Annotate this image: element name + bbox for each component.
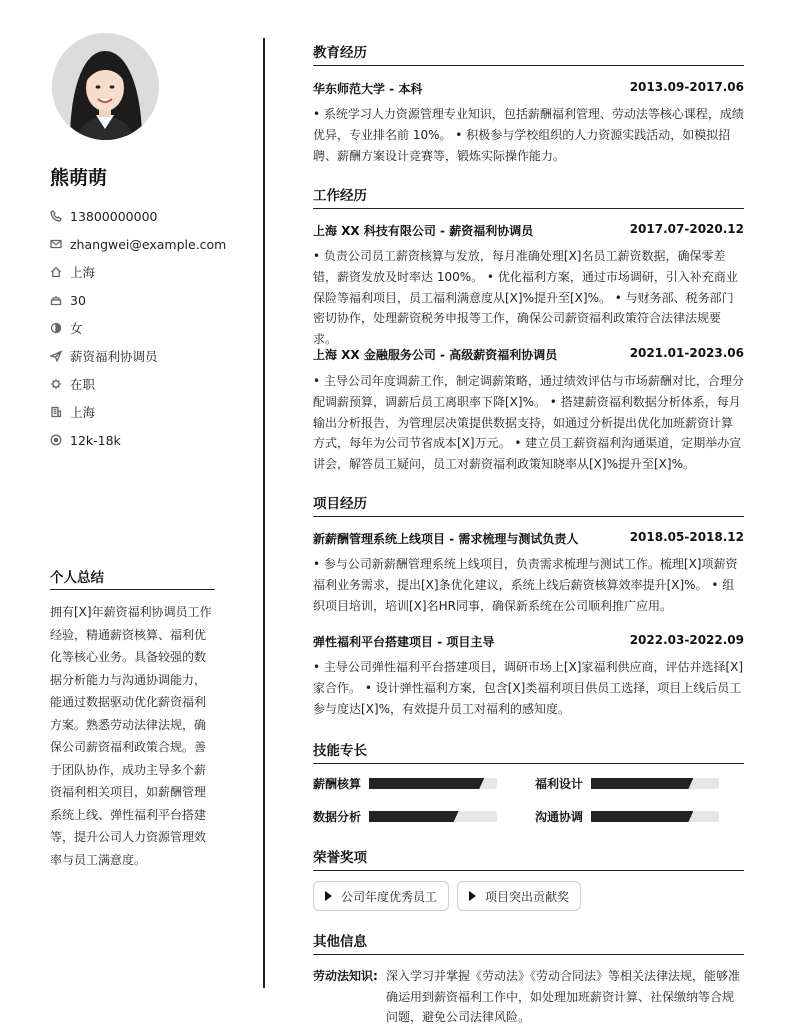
- education-entry-head: [313, 80, 744, 97]
- skill-label: 数据分析: [313, 810, 362, 824]
- mail-icon: [50, 238, 62, 250]
- skill-bar-fill: [591, 811, 693, 822]
- info-city-text: 上海: [70, 405, 96, 420]
- skill-bar: [591, 811, 719, 822]
- work-entry-head: [313, 346, 744, 363]
- skill-item: [535, 808, 719, 825]
- info-salary-text: 12k-18k: [70, 432, 121, 448]
- education-title: 教育经历: [313, 41, 744, 66]
- info-phone: [50, 202, 260, 230]
- building-icon: [50, 406, 62, 418]
- info-gender: [50, 314, 260, 342]
- info-age: [50, 286, 260, 314]
- summary-title: 个人总结: [50, 566, 215, 590]
- work-date: 2017.07-2020.12: [629, 222, 744, 236]
- award-label: 项目突出贡献奖: [485, 889, 570, 904]
- work-description: • 主导公司年度调薪工作，制定调薪策略，通过绩效评估与市场薪酬对比，合理分配调薪预算，调薪后员工离职率下降[X]%。 • 搭建薪资福利数据分析体系，每月输出分析报告，为管理层决策提供数据支持，如通过分析提出优化加班薪资计算方式，每年为公司节省成本[X]万元。 • 建立员工薪资福利沟通渠道，定期举办宣讲会，解答员工疑问，员工对薪资福利政策知晓率从[X]%提升至[X]%。: [313, 374, 744, 472]
- send-icon: [50, 350, 62, 362]
- skill-bar-fill: [369, 778, 484, 789]
- cake-icon: [50, 294, 62, 306]
- skill-bar-fill: [369, 811, 459, 822]
- education-school: 华东师范大学 - 本科: [313, 82, 423, 96]
- info-status-text: 在职: [70, 377, 96, 392]
- work-company: 上海 XX 金融服务公司 - 高级薪资福利协调员: [313, 348, 558, 362]
- status-icon: [50, 378, 62, 390]
- project-date: 2022.03-2022.09: [629, 633, 744, 647]
- other-info-row: [313, 966, 744, 1028]
- project-description: • 参与公司新薪酬管理系统上线项目，负责需求梳理与测试工作。梳理[X]项薪资福利业务需求，提出[X]条优化建议，系统上线后薪资核算效率提升[X]%。 • 组织项目培训，培训[X]名HR同事，确保新系统在公司顺利推广应用。: [313, 557, 738, 613]
- awards-list: [313, 881, 589, 911]
- skill-item: [313, 775, 497, 792]
- projects-title: 项目经历: [313, 492, 744, 517]
- other-title: 其他信息: [313, 930, 744, 955]
- contact-info-list: [50, 202, 260, 454]
- info-position-text: 薪资福利协调员: [70, 349, 158, 364]
- skill-bar: [369, 811, 497, 822]
- summary-text: 拥有[X]年薪资福利协调员工作经验，精通薪资核算、福利优化等核心业务。具备较强的数据分析能力与沟通协调能力，能通过数据驱动优化薪资福利方案。熟悉劳动法律法规，确保公司薪资福利政策合规。善于团队协作，成功主导多个薪资福利相关项目，如薪酬管理系统上线、弹性福利平台搭建等，提升公司人力资源管理效率与员工满意度。: [50, 605, 212, 867]
- other-info-key: 劳动法知识:: [313, 969, 378, 983]
- award-badge: [313, 881, 449, 911]
- phone-icon: [50, 210, 62, 222]
- work-title: 工作经历: [313, 184, 744, 209]
- education-date: 2013.09-2017.06: [629, 80, 744, 94]
- project-entry-head: [313, 530, 744, 547]
- info-age-text: 30: [70, 292, 86, 308]
- project-name: 新薪酬管理系统上线项目 - 需求梳理与测试负责人: [313, 532, 579, 546]
- skills-title: 技能专长: [313, 739, 744, 764]
- project-entry-head: [313, 633, 744, 650]
- skill-item: [535, 775, 719, 792]
- profile-name: 熊萌萌: [50, 167, 108, 189]
- info-city: [50, 398, 260, 426]
- award-label: 公司年度优秀员工: [341, 889, 438, 904]
- play-icon: [469, 891, 476, 901]
- avatar: [52, 33, 159, 140]
- info-email: [50, 230, 260, 258]
- home-icon: [50, 266, 62, 278]
- vertical-divider: [263, 38, 265, 988]
- skill-label: 福利设计: [535, 777, 584, 791]
- skill-label: 沟通协调: [535, 810, 584, 824]
- work-date: 2021.01-2023.06: [629, 346, 744, 360]
- skill-bar-fill: [591, 778, 693, 789]
- info-gender-text: 女: [70, 321, 83, 336]
- work-entry-head: [313, 222, 744, 239]
- skill-bar: [369, 778, 497, 789]
- awards-title: 荣誉奖项: [313, 846, 744, 871]
- skill-bar: [591, 778, 719, 789]
- project-name: 弹性福利平台搭建项目 - 项目主导: [313, 635, 495, 649]
- info-status: [50, 370, 260, 398]
- skill-label: 薪酬核算: [313, 777, 362, 791]
- project-date: 2018.05-2018.12: [629, 530, 744, 544]
- salary-icon: [50, 434, 62, 446]
- sidebar: [0, 0, 263, 1026]
- award-badge: [457, 881, 581, 911]
- info-position: [50, 342, 260, 370]
- play-icon: [325, 891, 332, 901]
- project-description: • 主导公司弹性福利平台搭建项目，调研市场上[X]家福利供应商，评估并选择[X]家合作。 • 设计弹性福利方案，包含[X]类福利项目供员工选择，项目上线后员工参与度达[X]%，有效提升员工对福利的感知度。: [313, 660, 744, 716]
- gender-icon: [50, 322, 62, 334]
- info-phone-text: 13800000000: [70, 208, 158, 224]
- work-description: • 负责公司员工薪资核算与发放，每月准确处理[X]名员工薪资数据，确保零差错，薪资发放及时率达 100%。 • 优化福利方案，通过市场调研，引入补充商业保险等福利项目，员工福利满意度从[X]%提升至[X]%。 • 与财务部、税务部门密切协作，处理薪资税务申报等工作，确保公司薪资福利政策符合法律法规要求。: [313, 249, 738, 347]
- info-location-text: 上海: [70, 265, 96, 280]
- info-location: [50, 258, 260, 286]
- work-company: 上海 XX 科技有限公司 - 薪资福利协调员: [313, 224, 534, 238]
- education-description: • 系统学习人力资源管理专业知识，包括薪酬福利管理、劳动法等核心课程，成绩优异，专业排名前 10%。 • 积极参与学校组织的人力资源实践活动，如模拟招聘、薪酬方案设计竞赛等，锻炼实际操作能力。: [313, 107, 744, 163]
- other-info-value: 深入学习并掌握《劳动法》《劳动合同法》等相关法律法规，能够准确运用到薪资福利工作中，如处理加班薪资计算、社保缴纳等合规问题，避免公司法律风险。: [386, 969, 741, 1024]
- info-salary: [50, 426, 260, 454]
- skill-item: [313, 808, 497, 825]
- info-email-text: zhangwei@example.com: [70, 236, 227, 252]
